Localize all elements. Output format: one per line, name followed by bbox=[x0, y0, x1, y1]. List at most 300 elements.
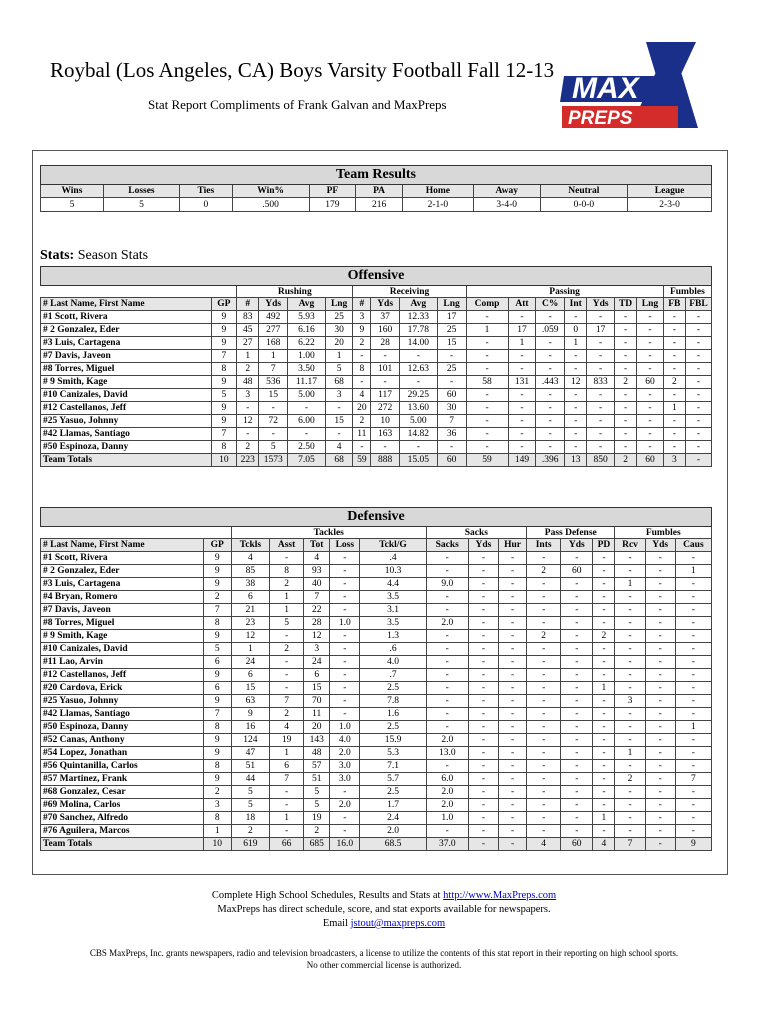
defensive-stat-cell: - bbox=[498, 552, 526, 565]
defensive-table-row bbox=[41, 721, 712, 734]
offensive-stat-cell: - bbox=[685, 311, 711, 324]
player-name: # 2 Gonzalez, Eder bbox=[41, 324, 212, 337]
offensive-stat-cell: 492 bbox=[259, 311, 288, 324]
offensive-stat-cell: 536 bbox=[259, 376, 288, 389]
defensive-title: Defensive bbox=[41, 508, 712, 527]
team-results-header: League bbox=[628, 185, 712, 198]
offensive-total-cell: 3 bbox=[663, 454, 685, 467]
team-results-header: Losses bbox=[103, 185, 179, 198]
offensive-stat-cell: - bbox=[685, 337, 711, 350]
defensive-stat-cell: - bbox=[468, 656, 498, 669]
defensive-stat-cell: - bbox=[426, 565, 468, 578]
offensive-total-cell: 13 bbox=[565, 454, 587, 467]
defensive-stat-cell: - bbox=[561, 552, 593, 565]
defensive-stat-cell: - bbox=[498, 591, 526, 604]
offensive-stat-cell: - bbox=[637, 441, 664, 454]
defensive-stat-cell: - bbox=[330, 786, 360, 799]
defensive-stat-cell: 5.3 bbox=[360, 747, 426, 760]
defensive-stat-cell: - bbox=[615, 656, 645, 669]
offensive-stat-cell: 20 bbox=[325, 337, 353, 350]
defensive-stat-cell: - bbox=[270, 656, 304, 669]
offensive-column-header: # Last Name, First Name bbox=[41, 298, 212, 311]
player-name: #3 Luis, Cartagena bbox=[41, 578, 204, 591]
defensive-column-header: Tot bbox=[304, 539, 330, 552]
offensive-column-header: Lng bbox=[437, 298, 466, 311]
defensive-table-row bbox=[41, 630, 712, 643]
offensive-table-row bbox=[41, 337, 712, 350]
passing-group: Passing bbox=[466, 286, 663, 298]
offensive-stat-cell: 1 bbox=[466, 324, 508, 337]
offensive-stat-cell: 15 bbox=[325, 415, 353, 428]
defensive-stat-cell: - bbox=[561, 786, 593, 799]
player-name: #4 Bryan, Romero bbox=[41, 591, 204, 604]
defensive-table-row bbox=[41, 565, 712, 578]
defensive-stat-cell: - bbox=[675, 552, 711, 565]
offensive-stat-cell: 30 bbox=[325, 324, 353, 337]
offensive-stat-cell: - bbox=[663, 337, 685, 350]
defensive-stat-cell: 4 bbox=[231, 552, 269, 565]
defensive-stat-cell: - bbox=[527, 552, 561, 565]
defensive-stat-cell: 2 bbox=[203, 786, 231, 799]
defensive-table-row bbox=[41, 695, 712, 708]
defensive-stat-cell: - bbox=[426, 552, 468, 565]
stats-label: Stats: Season Stats bbox=[40, 248, 149, 263]
defensive-total-cell: 37.0 bbox=[426, 838, 468, 851]
defensive-stat-cell: 4.0 bbox=[330, 734, 360, 747]
offensive-stat-cell: - bbox=[325, 428, 353, 441]
defensive-stat-cell: - bbox=[498, 734, 526, 747]
defensive-stat-cell: 63 bbox=[231, 695, 269, 708]
defensive-stat-cell: - bbox=[645, 656, 675, 669]
offensive-total-cell: 59 bbox=[466, 454, 508, 467]
defensive-stat-cell: - bbox=[675, 591, 711, 604]
defensive-stat-cell: 2 bbox=[231, 825, 269, 838]
offensive-column-header: Comp bbox=[466, 298, 508, 311]
team-results-header: PF bbox=[309, 185, 356, 198]
defensive-stat-cell: 9 bbox=[203, 669, 231, 682]
defensive-stat-cell: - bbox=[468, 708, 498, 721]
defensive-stat-cell: 51 bbox=[231, 760, 269, 773]
offensive-stat-cell: - bbox=[371, 376, 400, 389]
defensive-stat-cell: 5.7 bbox=[360, 773, 426, 786]
maxpreps-link[interactable]: http://www.MaxPreps.com bbox=[443, 890, 557, 901]
defensive-stat-cell: - bbox=[270, 786, 304, 799]
offensive-stat-cell: - bbox=[508, 415, 536, 428]
defensive-total-cell: 7 bbox=[615, 838, 645, 851]
defensive-stat-cell: - bbox=[675, 812, 711, 825]
defensive-stat-cell: - bbox=[615, 591, 645, 604]
team-results-value: 5 bbox=[41, 198, 104, 212]
defensive-stat-cell: 3 bbox=[203, 799, 231, 812]
defensive-stat-cell: 19 bbox=[270, 734, 304, 747]
email-link[interactable]: jstout@maxpreps.com bbox=[350, 918, 446, 929]
team-results-title: Team Results bbox=[41, 166, 712, 185]
defensive-table-row bbox=[41, 734, 712, 747]
defensive-stat-cell: 18 bbox=[231, 812, 269, 825]
team-results-value: 0-0-0 bbox=[540, 198, 628, 212]
defensive-stat-cell: - bbox=[561, 617, 593, 630]
defensive-stat-cell: - bbox=[593, 799, 615, 812]
defensive-column-header: Tckls bbox=[231, 539, 269, 552]
player-name: #70 Sanchez, Alfredo bbox=[41, 812, 204, 825]
defensive-stat-cell: 8 bbox=[203, 760, 231, 773]
player-name: #12 Castellanos, Jeff bbox=[41, 669, 204, 682]
player-name: #42 Llamas, Santiago bbox=[41, 708, 204, 721]
defensive-total-cell: - bbox=[645, 838, 675, 851]
offensive-stat-cell: 2 bbox=[353, 337, 371, 350]
offensive-total-cell: 15.05 bbox=[400, 454, 438, 467]
defensive-stat-cell: - bbox=[615, 825, 645, 838]
defensive-stat-cell: 13.0 bbox=[426, 747, 468, 760]
defensive-total-cell: - bbox=[468, 838, 498, 851]
defensive-stat-cell: 9 bbox=[203, 552, 231, 565]
offensive-stat-cell: 101 bbox=[371, 363, 400, 376]
license-line-2: No other commercial license is authorized. bbox=[306, 960, 462, 970]
defensive-stat-cell: - bbox=[561, 773, 593, 786]
defensive-stat-cell: - bbox=[645, 760, 675, 773]
defensive-stat-cell: 1 bbox=[675, 721, 711, 734]
defensive-stat-cell: - bbox=[527, 682, 561, 695]
defensive-column-header: Asst bbox=[270, 539, 304, 552]
offensive-stat-cell: 9 bbox=[211, 337, 236, 350]
offensive-table-row bbox=[41, 428, 712, 441]
defensive-stat-cell: - bbox=[527, 656, 561, 669]
defensive-column-header: Tckl/G bbox=[360, 539, 426, 552]
defensive-stat-cell: - bbox=[426, 721, 468, 734]
player-name: #12 Castellanos, Jeff bbox=[41, 402, 212, 415]
offensive-stat-cell: - bbox=[614, 428, 636, 441]
offensive-stat-cell: 37 bbox=[371, 311, 400, 324]
offensive-column-header: Lng bbox=[637, 298, 664, 311]
defensive-stat-cell: - bbox=[593, 656, 615, 669]
defensive-stat-cell: - bbox=[615, 604, 645, 617]
defensive-stat-cell: 143 bbox=[304, 734, 330, 747]
defensive-stat-cell: - bbox=[527, 708, 561, 721]
offensive-stat-cell: 5 bbox=[325, 363, 353, 376]
offensive-table-row bbox=[41, 350, 712, 363]
defensive-stat-cell: - bbox=[426, 604, 468, 617]
defensive-stat-cell: 3 bbox=[615, 695, 645, 708]
defensive-stat-cell: - bbox=[593, 552, 615, 565]
defensive-stat-cell: - bbox=[468, 825, 498, 838]
offensive-total-cell: 2 bbox=[614, 454, 636, 467]
defensive-stat-cell: - bbox=[593, 617, 615, 630]
defensive-stat-cell: - bbox=[468, 617, 498, 630]
defensive-stat-cell: 1.0 bbox=[330, 721, 360, 734]
offensive-stat-cell: - bbox=[614, 389, 636, 402]
defensive-stat-cell: - bbox=[527, 825, 561, 838]
player-name: #10 Canizales, David bbox=[41, 643, 204, 656]
defensive-stat-cell: 3.0 bbox=[330, 760, 360, 773]
player-name: #3 Luis, Cartagena bbox=[41, 337, 212, 350]
defensive-stat-cell: 15.9 bbox=[360, 734, 426, 747]
defensive-total-cell: 10 bbox=[203, 838, 231, 851]
defensive-stat-cell: - bbox=[645, 773, 675, 786]
offensive-stat-cell: 9 bbox=[211, 324, 236, 337]
defensive-stat-cell: - bbox=[675, 682, 711, 695]
offensive-stat-cell: 30 bbox=[437, 402, 466, 415]
offensive-stat-cell: 13.60 bbox=[400, 402, 438, 415]
offensive-stat-cell: - bbox=[663, 324, 685, 337]
defensive-stat-cell: - bbox=[593, 591, 615, 604]
defensive-table bbox=[40, 507, 712, 851]
offensive-stat-cell: 5.00 bbox=[288, 389, 326, 402]
defensive-stat-cell: - bbox=[561, 630, 593, 643]
defensive-stat-cell: - bbox=[645, 708, 675, 721]
player-name: #57 Martinez, Frank bbox=[41, 773, 204, 786]
svg-text:MAX: MAX bbox=[572, 72, 639, 105]
offensive-stat-cell: - bbox=[587, 350, 615, 363]
rushing-group: Rushing bbox=[237, 286, 353, 298]
offensive-stat-cell: 7 bbox=[211, 428, 236, 441]
defensive-stat-cell: 7 bbox=[270, 695, 304, 708]
defensive-stat-cell: - bbox=[498, 825, 526, 838]
offensive-stat-cell: - bbox=[587, 311, 615, 324]
defensive-stat-cell: 22 bbox=[304, 604, 330, 617]
offensive-total-cell: - bbox=[685, 454, 711, 467]
offensive-total-cell: 10 bbox=[211, 454, 236, 467]
defensive-stat-cell: - bbox=[561, 825, 593, 838]
offensive-total-cell: 60 bbox=[437, 454, 466, 467]
defensive-table-row bbox=[41, 682, 712, 695]
defensive-stat-cell: 8 bbox=[203, 812, 231, 825]
offensive-column-header: Lng bbox=[325, 298, 353, 311]
defensive-total-cell: 60 bbox=[561, 838, 593, 851]
defensive-stat-cell: 124 bbox=[231, 734, 269, 747]
player-name: #52 Canas, Anthony bbox=[41, 734, 204, 747]
defensive-stat-cell: - bbox=[675, 604, 711, 617]
defensive-table-row bbox=[41, 760, 712, 773]
fumbles-group: Fumbles bbox=[663, 286, 711, 298]
defensive-stat-cell: - bbox=[498, 617, 526, 630]
offensive-stat-cell: - bbox=[400, 350, 438, 363]
defensive-stat-cell: 40 bbox=[304, 578, 330, 591]
defensive-stat-cell: - bbox=[615, 760, 645, 773]
player-name: #20 Cardova, Erick bbox=[41, 682, 204, 695]
defensive-stat-cell: 1.0 bbox=[426, 812, 468, 825]
offensive-stat-cell: - bbox=[685, 415, 711, 428]
defensive-stat-cell: - bbox=[498, 799, 526, 812]
team-results-value: 3-4-0 bbox=[473, 198, 540, 212]
defensive-stat-cell: - bbox=[561, 734, 593, 747]
defensive-stat-cell: - bbox=[561, 682, 593, 695]
offensive-column-header: Avg bbox=[400, 298, 438, 311]
defensive-stat-cell: 5 bbox=[231, 799, 269, 812]
defensive-stat-cell: - bbox=[561, 604, 593, 617]
offensive-stat-cell: 2 bbox=[353, 415, 371, 428]
defensive-stat-cell: - bbox=[527, 721, 561, 734]
offensive-stat-cell: - bbox=[587, 337, 615, 350]
defensive-stat-cell: 15 bbox=[304, 682, 330, 695]
offensive-stat-cell: - bbox=[325, 402, 353, 415]
defensive-stat-cell: 85 bbox=[231, 565, 269, 578]
team-results-table bbox=[40, 165, 712, 212]
offensive-stat-cell: 72 bbox=[259, 415, 288, 428]
defensive-stat-cell: 9 bbox=[203, 734, 231, 747]
defensive-stat-cell: 51 bbox=[304, 773, 330, 786]
offensive-total-cell: 7.05 bbox=[288, 454, 326, 467]
offensive-stat-cell: 1 bbox=[508, 337, 536, 350]
defensive-stat-cell: - bbox=[675, 578, 711, 591]
defensive-stat-cell: - bbox=[527, 760, 561, 773]
offensive-total-cell: 149 bbox=[508, 454, 536, 467]
defensive-stat-cell: 93 bbox=[304, 565, 330, 578]
defensive-stat-cell: 24 bbox=[304, 656, 330, 669]
offensive-stat-cell: - bbox=[371, 350, 400, 363]
offensive-stat-cell: - bbox=[685, 389, 711, 402]
defensive-stat-cell: - bbox=[498, 760, 526, 773]
defensive-stat-cell: 9 bbox=[203, 747, 231, 760]
defensive-stat-cell: 2 bbox=[270, 708, 304, 721]
defensive-stat-cell: - bbox=[426, 695, 468, 708]
defensive-stat-cell: 12 bbox=[231, 630, 269, 643]
player-name: #10 Canizales, David bbox=[41, 389, 212, 402]
defensive-stat-cell: 2.0 bbox=[426, 734, 468, 747]
defensive-total-cell: 9 bbox=[675, 838, 711, 851]
defensive-stat-cell: 1 bbox=[270, 591, 304, 604]
defensive-stat-cell: - bbox=[498, 747, 526, 760]
offensive-stat-cell: 27 bbox=[237, 337, 259, 350]
offensive-column-header: # bbox=[237, 298, 259, 311]
offensive-stat-cell: 5.93 bbox=[288, 311, 326, 324]
defensive-stat-cell: 6 bbox=[203, 682, 231, 695]
defensive-table-row bbox=[41, 747, 712, 760]
defensive-stat-cell: 47 bbox=[231, 747, 269, 760]
offensive-column-header: GP bbox=[211, 298, 236, 311]
team-results-header: PA bbox=[356, 185, 403, 198]
offensive-stat-cell: 83 bbox=[237, 311, 259, 324]
defensive-column-header: Yds bbox=[561, 539, 593, 552]
defensive-stat-cell: 3.1 bbox=[360, 604, 426, 617]
offensive-table-row bbox=[41, 415, 712, 428]
offensive-stat-cell: - bbox=[637, 363, 664, 376]
defensive-stat-cell: - bbox=[498, 695, 526, 708]
offensive-stat-cell: - bbox=[400, 376, 438, 389]
offensive-stat-cell: - bbox=[508, 441, 536, 454]
offensive-total-cell: 1573 bbox=[259, 454, 288, 467]
player-name: #1 Scott, Rivera bbox=[41, 311, 212, 324]
offensive-stat-cell: 8 bbox=[353, 363, 371, 376]
defensive-stat-cell: - bbox=[675, 617, 711, 630]
defensive-stat-cell: 2.5 bbox=[360, 786, 426, 799]
offensive-stat-cell: 9 bbox=[211, 415, 236, 428]
defensive-stat-cell: 57 bbox=[304, 760, 330, 773]
defensive-stat-cell: 7.8 bbox=[360, 695, 426, 708]
defensive-stat-cell: - bbox=[561, 578, 593, 591]
defensive-stat-cell: 2.5 bbox=[360, 682, 426, 695]
player-name: #68 Gonzalez, Cesar bbox=[41, 786, 204, 799]
offensive-stat-cell: 1 bbox=[325, 350, 353, 363]
defensive-stat-cell: 9 bbox=[203, 773, 231, 786]
defensive-stat-cell: - bbox=[615, 812, 645, 825]
defensive-stat-cell: 9 bbox=[203, 565, 231, 578]
offensive-stat-cell: 2 bbox=[237, 441, 259, 454]
defensive-stat-cell: - bbox=[593, 708, 615, 721]
offensive-stat-cell: - bbox=[565, 428, 587, 441]
offensive-stat-cell: 28 bbox=[371, 337, 400, 350]
offensive-stat-cell: - bbox=[637, 337, 664, 350]
defensive-stat-cell: - bbox=[498, 578, 526, 591]
offensive-stat-cell: - bbox=[466, 337, 508, 350]
offensive-stat-cell: 17 bbox=[508, 324, 536, 337]
defensive-stat-cell: - bbox=[468, 721, 498, 734]
defensive-stat-cell: 1 bbox=[615, 747, 645, 760]
defensive-stat-cell: - bbox=[330, 656, 360, 669]
offensive-stat-cell: 11.17 bbox=[288, 376, 326, 389]
defensive-stat-cell: - bbox=[498, 643, 526, 656]
defensive-stat-cell: - bbox=[645, 604, 675, 617]
defensive-stat-cell: 6.0 bbox=[426, 773, 468, 786]
offensive-stat-cell: 12.33 bbox=[400, 311, 438, 324]
defensive-stat-cell: 1 bbox=[270, 747, 304, 760]
defensive-stat-cell: - bbox=[498, 812, 526, 825]
offensive-stat-cell: - bbox=[536, 311, 565, 324]
defensive-stat-cell: 2.5 bbox=[360, 721, 426, 734]
defensive-stat-cell: 5 bbox=[304, 786, 330, 799]
defensive-stat-cell: - bbox=[675, 786, 711, 799]
offensive-total-cell: 59 bbox=[353, 454, 371, 467]
defensive-total-cell: - bbox=[498, 838, 526, 851]
player-name: #25 Yasuo, Johnny bbox=[41, 695, 204, 708]
defensive-stat-cell: - bbox=[645, 617, 675, 630]
defensive-stat-cell: - bbox=[498, 604, 526, 617]
defensive-stat-cell: - bbox=[615, 682, 645, 695]
defensive-stat-cell: 2 bbox=[615, 773, 645, 786]
defensive-table-row bbox=[41, 812, 712, 825]
team-results-header: Ties bbox=[180, 185, 233, 198]
offensive-table-row bbox=[41, 441, 712, 454]
defensive-stat-cell: - bbox=[270, 669, 304, 682]
defensive-stat-cell: - bbox=[498, 721, 526, 734]
defensive-stat-cell: - bbox=[330, 565, 360, 578]
offensive-stat-cell: 17 bbox=[437, 311, 466, 324]
offensive-total-cell: 60 bbox=[637, 454, 664, 467]
defensive-stat-cell: - bbox=[593, 734, 615, 747]
offensive-stat-cell: - bbox=[614, 415, 636, 428]
offensive-stat-cell: 6.22 bbox=[288, 337, 326, 350]
defensive-stat-cell: 2.0 bbox=[426, 786, 468, 799]
offensive-stat-cell: 1 bbox=[663, 402, 685, 415]
offensive-stat-cell: - bbox=[614, 324, 636, 337]
offensive-stat-cell: 3.50 bbox=[288, 363, 326, 376]
offensive-stat-cell: - bbox=[371, 441, 400, 454]
offensive-stat-cell: - bbox=[508, 428, 536, 441]
defensive-total-cell: 68.5 bbox=[360, 838, 426, 851]
offensive-stat-cell: - bbox=[508, 389, 536, 402]
defensive-column-header: Rcv bbox=[615, 539, 645, 552]
defensive-total-cell: 4 bbox=[593, 838, 615, 851]
offensive-column-header: Yds bbox=[259, 298, 288, 311]
player-name: #50 Espinoza, Danny bbox=[41, 441, 212, 454]
offensive-stat-cell: 11 bbox=[353, 428, 371, 441]
defensive-stat-cell: - bbox=[593, 565, 615, 578]
defensive-stat-cell: 3.5 bbox=[360, 617, 426, 630]
team-results-header: Wins bbox=[41, 185, 104, 198]
offensive-stat-cell: .443 bbox=[536, 376, 565, 389]
offensive-table-row bbox=[41, 363, 712, 376]
defensive-stat-cell: 5 bbox=[304, 799, 330, 812]
offensive-stat-cell: 9 bbox=[211, 311, 236, 324]
defensive-stat-cell: - bbox=[330, 825, 360, 838]
defensive-stat-cell: 2.0 bbox=[360, 825, 426, 838]
offensive-stat-cell: 833 bbox=[587, 376, 615, 389]
defensive-table-row bbox=[41, 825, 712, 838]
defensive-stat-cell: 4.4 bbox=[360, 578, 426, 591]
defensive-stat-cell: 38 bbox=[231, 578, 269, 591]
defensive-stat-cell: - bbox=[645, 734, 675, 747]
defensive-stat-cell: 8 bbox=[270, 565, 304, 578]
offensive-stat-cell: - bbox=[663, 415, 685, 428]
